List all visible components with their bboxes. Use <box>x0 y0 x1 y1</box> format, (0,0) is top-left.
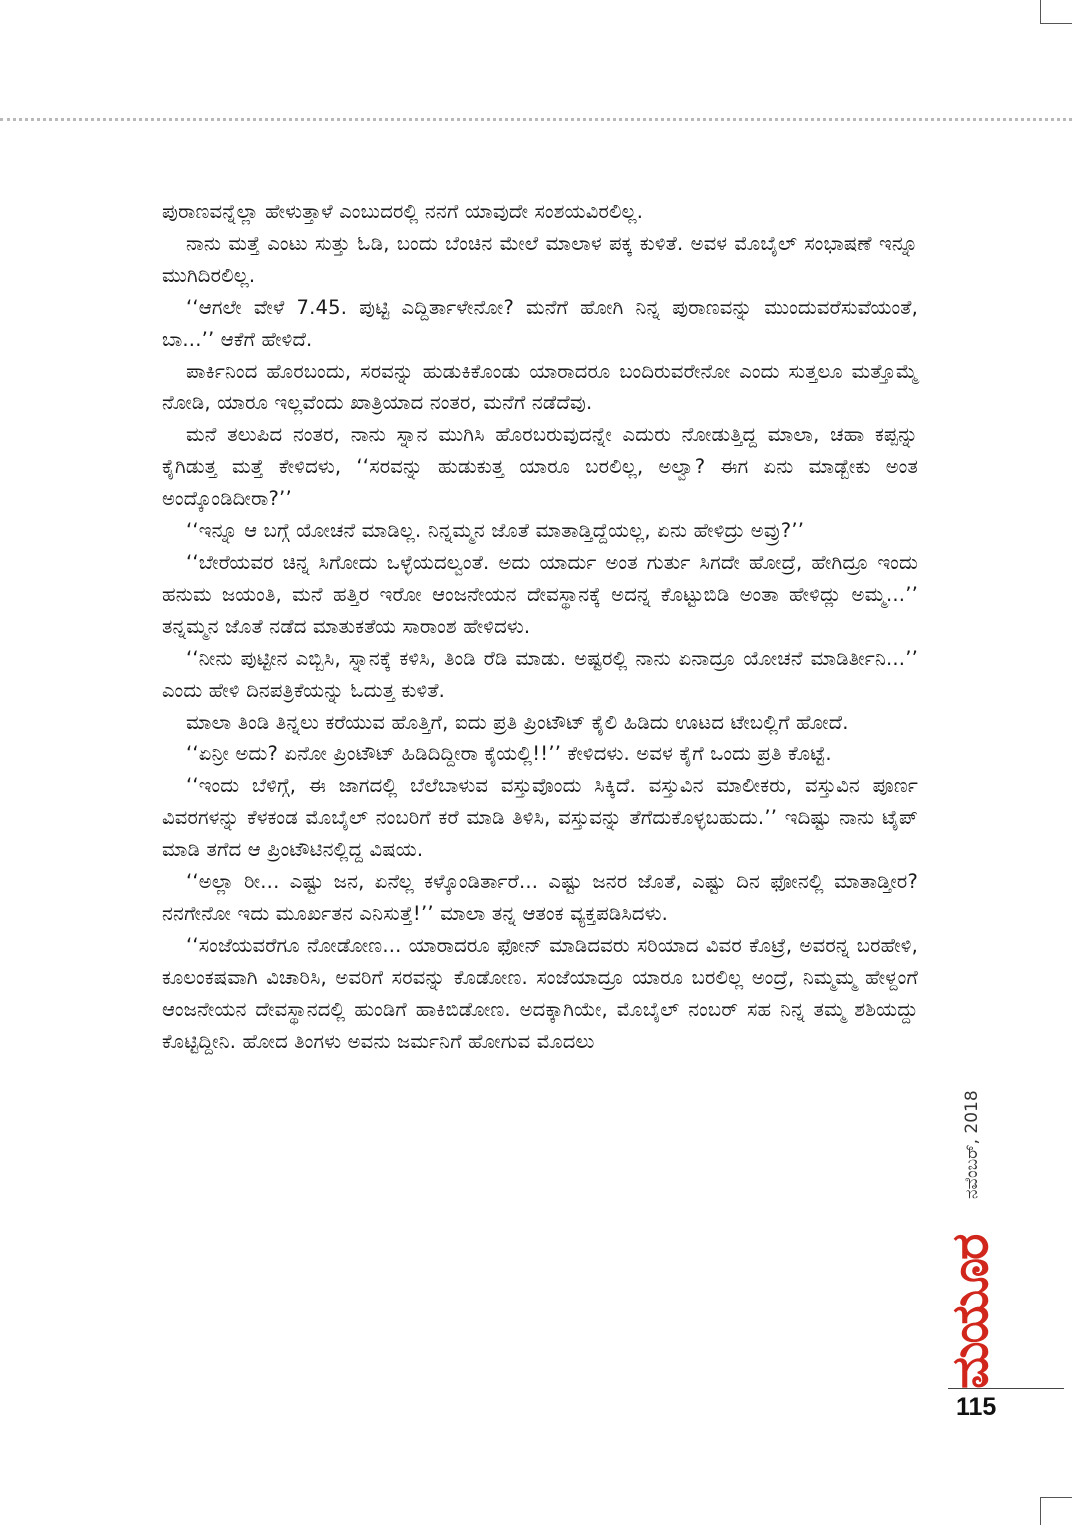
paragraph: ‘‘ಬೇರೆಯವರ ಚಿನ್ನ ಸಿಗೋದು ಒಳ್ಳೆಯದಲ್ವಂತೆ. ಅದು ಯಾರ್ದು ಅಂತ ಗುರ್ತು ಸಿಗದೇ ಹೋದ್ರೆ, ಹೇಗಿದ್ರೂ ಇಂದು ಹನುಮ ಜಯಂತಿ, ಮನೆ ಹತ್ತಿರ ಇರೋ ಆಂಜನೇಯನ ದೇವಸ್ಥಾನಕ್ಕೆ ಅದನ್ನ ಕೊಟ್ಟುಬಿಡಿ ಅಂತಾ ಹೇಳಿದ್ಲು ಅಮ್ಮ...’’ ತನ್ನಮ್ಮನ ಜೊತೆ ನಡೆದ ಮಾತುಕತೆಯ ಸಾರಾಂಶ ಹೇಳಿದಳು. <box>162 550 918 638</box>
crop-mark-top <box>1040 0 1072 24</box>
paragraph: ‘‘ಇನ್ನೂ ಆ ಬಗ್ಗೆ ಯೋಚನೆ ಮಾಡಿಲ್ಲ. ನಿನ್ನಮ್ಮನ ಜೊತೆ ಮಾತಾಡ್ತಿದ್ದೆಯಲ್ಲ, ಏನು ಹೇಳಿದ್ರು ಅವ್ರು?’’ <box>186 519 805 543</box>
paragraph: ‘‘ಸಂಜೆಯವರೆಗೂ ನೋಡೋಣ... ಯಾರಾದರೂ ಫೋನ್ ಮಾಡಿದವರು ಸರಿಯಾದ ವಿವರ ಕೊಟ್ರೆ, ಅವರನ್ನ ಬರಹೇಳಿ, ಕೂಲಂಕಷವಾಗಿ ವಿಚಾರಿಸಿ, ಅವರಿಗೆ ಸರವನ್ನು ಕೊಡೋಣ. ಸಂಜೆಯಾದ್ರೂ ಯಾರೂ ಬರಲಿಲ್ಲ ಅಂದ್ರೆ, ನಿಮ್ಮಮ್ಮ ಹೇಳ್ದಂಗೆ ಆಂಜನೇಯನ ದೇವಸ್ಥಾನದಲ್ಲಿ ಹುಂಡಿಗೆ ಹಾಕಿಬಿಡೋಣ. ಅದಕ್ಕಾಗಿಯೇ, ಮೊಬೈಲ್ ನಂಬರ್ ಸಹ ನಿನ್ನ ತಮ್ಮ ಶಶಿಯದ್ದು ಕೊಟ್ಟಿದ್ದೀನಿ. ಹೋದ ತಿಂಗಳು ಅವನು ಜರ್ಮನಿಗೆ ಹೋಗುವ ಮೊದಲು <box>162 933 918 1053</box>
paragraph: ಮನೆ ತಲುಪಿದ ನಂತರ, ನಾನು ಸ್ನಾನ ಮುಗಿಸಿ ಹೊರಬರುವುದನ್ನೇ ಎದುರು ನೋಡುತ್ತಿದ್ದ ಮಾಲಾ, ಚಹಾ ಕಪ್ಪನ್ನು ಕೈಗಿಡುತ್ತ ಮತ್ತೆ ಕೇಳಿದಳು, ‘‘ಸರವನ್ನು ಹುಡುಕುತ್ತ ಯಾರೂ ಬರಲಿಲ್ಲ, ಅಲ್ವಾ? ಈಗ ಏನು ಮಾಡ್ಬೇಕು ಅಂತ ಅಂದ್ಕೊಂಡಿದೀರಾ?’’ <box>162 423 918 511</box>
paragraph: ‘‘ಇಂದು ಬೆಳಿಗ್ಗೆ, ಈ ಜಾಗದಲ್ಲಿ ಬೆಲೆಬಾಳುವ ವಸ್ತುವೊಂದು ಸಿಕ್ಕಿದೆ. ವಸ್ತುವಿನ ಮಾಲೀಕರು, ವಸ್ತುವಿನ ಪೂರ್ಣ ವಿವರಗಳನ್ನು ಕೆಳಕಂಡ ಮೊಬೈಲ್ ನಂಬರಿಗೆ ಕರೆ ಮಾಡಿ ತಿಳಿಸಿ, ವಸ್ತುವನ್ನು ತೆಗೆದುಕೊಳ್ಳಬಹುದು.’’ ಇದಿಷ್ಟು ನಾನು ಟೈಪ್ ಮಾಡಿ ತಗೆದ ಆ ಪ್ರಿಂಟೌಟಿನಲ್ಲಿದ್ದ ವಿಷಯ. <box>162 774 918 862</box>
paragraph: ಪಾರ್ಕಿನಿಂದ ಹೊರಬಂದು, ಸರವನ್ನು ಹುಡುಕಿಕೊಂಡು ಯಾರಾದರೂ ಬಂದಿರುವರೇನೋ ಎಂದು ಸುತ್ತಲೂ ಮತ್ತೊಮ್ಮೆ ನೋಡಿ, ಯಾರೂ ಇಲ್ಲವೆಂದು ಖಾತ್ರಿಯಾದ ನಂತರ, ಮನೆಗೆ ನಡೆದೆವು. <box>162 359 918 415</box>
magazine-logo: ಮಯೂರ <box>941 1235 999 1390</box>
article-body <box>162 196 918 1057</box>
paragraph: ‘‘ಅಲ್ಲಾ ರೀ... ಎಷ್ಟು ಜನ, ಏನೆಲ್ಲ ಕಳ್ಕೊಂಡಿರ್ತಾರೆ... ಎಷ್ಟು ಜನರ ಜೊತೆ, ಎಷ್ಟು ದಿನ ಫೋನಲ್ಲಿ ಮಾತಾಡ್ತೀರ? ನನಗೇನೋ ಇದು ಮೂರ್ಖತನ ಎನಿಸುತ್ತೆ!’’ ಮಾಲಾ ತನ್ನ ಆತಂಕ ವ್ಯಕ್ತಪಡಿಸಿದಳು. <box>162 870 918 925</box>
crop-mark-bottom <box>1040 1497 1072 1525</box>
paragraph: ‘‘ನೀನು ಪುಟ್ಟೀನ ಎಬ್ಬಿಸಿ, ಸ್ನಾನಕ್ಕೆ ಕಳಿಸಿ, ತಿಂಡಿ ರೆಡಿ ಮಾಡು. ಅಷ್ಟರಲ್ಲಿ ನಾನು ಏನಾದ್ರೂ ಯೋಚನೆ ಮಾಡಿರ್ತೀನಿ...’’ ಎಂದು ಹೇಳಿ ದಿನಪತ್ರಿಕೆಯನ್ನು ಓದುತ್ತ ಕುಳಿತೆ. <box>162 646 918 702</box>
issue-date: ನವೆಂಬರ್, 2018 <box>962 1090 982 1199</box>
paragraph: ನಾನು ಮತ್ತೆ ಎಂಟು ಸುತ್ತು ಓಡಿ, ಬಂದು ಬೆಂಚಿನ ಮೇಲೆ ಮಾಲಾಳ ಪಕ್ಕ ಕುಳಿತೆ. ಅವಳ ಮೊಬೈಲ್ ಸಂಭಾಷಣೆ ಇನ್ನೂ ಮುಗಿದಿರಲಿಲ್ಲ. <box>162 231 918 287</box>
paragraph: ‘‘ಆಗಲೇ ವೇಳೆ 7.45. ಪುಟ್ಟಿ ಎದ್ದಿರ್ತಾಳೇನೋ? ಮನೆಗೆ ಹೋಗಿ ನಿನ್ನ ಪುರಾಣವನ್ನು ಮುಂದುವರೆಸುವೆಯಂತೆ, ಬಾ...’’ ಆಕೆಗೆ ಹೇಳಿದೆ. <box>162 295 918 351</box>
paragraph: ಪುರಾಣವನ್ನೆಲ್ಲಾ ಹೇಳುತ್ತಾಳೆ ಎಂಬುದರಲ್ಲಿ ನನಗೆ ಯಾವುದೇ ಸಂಶಯವಿರಲಿಲ್ಲ. <box>162 200 644 223</box>
paragraph: ‘‘ಏನ್ರೀ ಅದು? ಏನೋ ಪ್ರಿಂಟೌಟ್ ಹಿಡಿದಿದ್ದೀರಾ ಕೈಯಲ್ಲಿ!!’’ ಕೇಳಿದಳು. ಅವಳ ಕೈಗೆ ಒಂದು ಪ್ರತಿ ಕೊಟ್ಟೆ. <box>186 742 832 766</box>
page-number-rule <box>948 1388 1064 1389</box>
page-number: 115 <box>956 1393 997 1421</box>
header-dotted-rule <box>0 118 1072 121</box>
paragraph: ಮಾಲಾ ತಿಂಡಿ ತಿನ್ನಲು ಕರೆಯುವ ಹೊತ್ತಿಗೆ, ಐದು ಪ್ರತಿ ಪ್ರಿಂಟೌಟ್ ಕೈಲಿ ಹಿಡಿದು ಊಟದ ಟೇಬಲ್ಲಿಗೆ ಹೋದೆ. <box>186 710 849 734</box>
